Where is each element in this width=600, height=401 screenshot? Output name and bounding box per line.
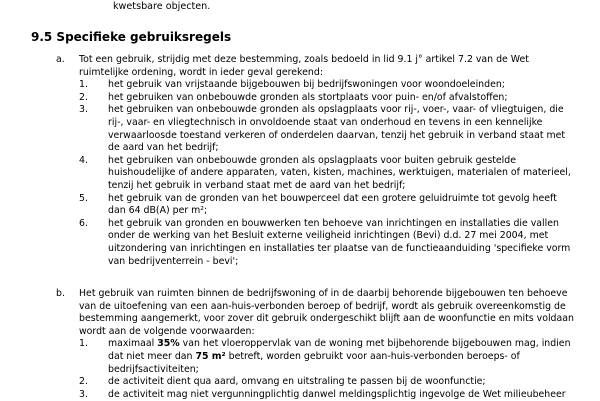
text-line: Tot een gebruik, strijdig met deze bestemming, zoals bedoeld in lid 9.1 j° artikel 7.2 van de Wet xyxy=(79,54,529,65)
text-line: bestemming aangemerkt, voor zover dit gebruik ondergeschikt blijft aan de woonfunctie en mits voldaan xyxy=(79,313,574,325)
item-number: 3. xyxy=(79,104,88,116)
list-item xyxy=(79,104,600,154)
list-item xyxy=(79,79,600,92)
text-line: de activiteit mag niet vergunningplichtig danwel meldingsplichtig ingevolge de Wet milieubeheer xyxy=(108,388,566,400)
text-line: het gebruik van de gronden van het bouwperceel dat een grotere geluidruimte tot gevolg heeft xyxy=(108,192,557,204)
text-line: onder de werking van het Besluit externe veiligheid inrichtingen (Bevi) d.d. 27 mei 2004, met xyxy=(108,230,549,242)
text-line: bedrijfsactiviteiten; xyxy=(108,363,199,375)
text-run: dat niet meer dan xyxy=(108,350,196,362)
text-line: het gebruiken van onbebouwde gronden als opslagplaats voor rij-, voer-, vaar- of vliegtuigen, die xyxy=(108,104,564,116)
clause-b-lead xyxy=(79,288,579,338)
item-number: 6. xyxy=(79,217,88,229)
text-line xyxy=(108,351,588,364)
list-item xyxy=(79,218,600,268)
text-run: van het vloeroppervlak van de woning met bijbehorende bijgebouwen mag, indien xyxy=(179,338,571,350)
text-line: de activiteit dient qua aard, omvang en uitstraling te passen bij de woonfunctie; xyxy=(108,376,486,388)
text-line: het gebruik van gronden en bouwwerken ten behoeve van inrichtingen en installaties die vallen xyxy=(108,217,559,229)
list-item xyxy=(79,338,600,376)
text-line: van de uitoefening van een aan-huis-verbonden beroep of bedrijf, wordt als gebruik overeenkomstig de xyxy=(79,300,566,312)
list-item xyxy=(79,155,600,193)
item-number: 5. xyxy=(79,192,88,204)
text-run: betreft, worden gebruikt voor aan-huis-verbonden beroeps- of xyxy=(225,350,520,362)
list-item xyxy=(79,193,600,218)
text-line: tenzij het gebruik in verband staat met de aard van het bedrijf; xyxy=(108,179,406,191)
text-line: het gebruik van vrijstaande bijgebouwen bij bedrijfswoningen voor woondoeleinden; xyxy=(108,79,505,91)
text-line: wordt aan de volgende voorwaarden: xyxy=(79,325,255,337)
clause-a xyxy=(0,54,600,268)
clause-a-marker: a. xyxy=(56,54,65,65)
text-run: maximaal xyxy=(108,338,158,350)
clause-b-marker: b. xyxy=(56,288,65,299)
item-number: 2. xyxy=(79,376,88,388)
text-line: rij-, vaar- en vliegtechnisch in onvoldoende staat van onderhoud en tevens in een kennelijke xyxy=(108,116,543,128)
list-item xyxy=(79,389,600,401)
previous-item-fragment: kwetsbare objecten. xyxy=(113,1,211,12)
clause-b xyxy=(0,288,600,401)
area-bold: 75 m² xyxy=(195,350,226,362)
item-number: 2. xyxy=(79,91,88,103)
item-number: 4. xyxy=(79,154,88,166)
text-line: het gebruiken van onbebouwde gronden als opslagplaats voor buiten gebruik gestelde xyxy=(108,154,516,166)
percentage-bold: 35% xyxy=(157,338,180,350)
item-number: 3. xyxy=(79,388,88,400)
text-line: Het gebruik van ruimten binnen de bedrijfswoning of in de daarbij behorende bijgebouwen ten behoeve xyxy=(79,288,568,299)
text-line xyxy=(108,338,588,351)
text-line: ruimtelijke ordening, wordt in ieder geval gerekend: xyxy=(79,66,323,78)
text-line: van bedrijventerrein - bevi'; xyxy=(108,255,239,267)
text-line: huishoudelijke of andere apparaten, vaten, kisten, machines, werktuigen, materialen of materieel, xyxy=(108,167,571,179)
text-line: de aard van het bedrijf; xyxy=(108,142,219,154)
text-line: verwaarloosde toestand verkeren of onderdelen daarvan, tenzij het gebruik in verband staat met xyxy=(108,129,566,141)
section-heading: 9.5 Specifieke gebruiksregels xyxy=(31,30,232,44)
item-number: 1. xyxy=(79,338,88,350)
text-line: het gebruiken van onbebouwde gronden als stortplaats voor puin- en/of afvalstoffen; xyxy=(108,91,508,103)
text-line: dan 64 dB(A) per m²; xyxy=(108,205,208,217)
list-item xyxy=(79,92,600,105)
clause-a-lead xyxy=(79,54,579,79)
item-number: 1. xyxy=(79,79,88,91)
text-line: uitzondering van inrichtingen en installaties ter plaatse van de functieaanduiding 'specifieke vorm xyxy=(108,242,571,254)
list-item xyxy=(79,376,600,389)
